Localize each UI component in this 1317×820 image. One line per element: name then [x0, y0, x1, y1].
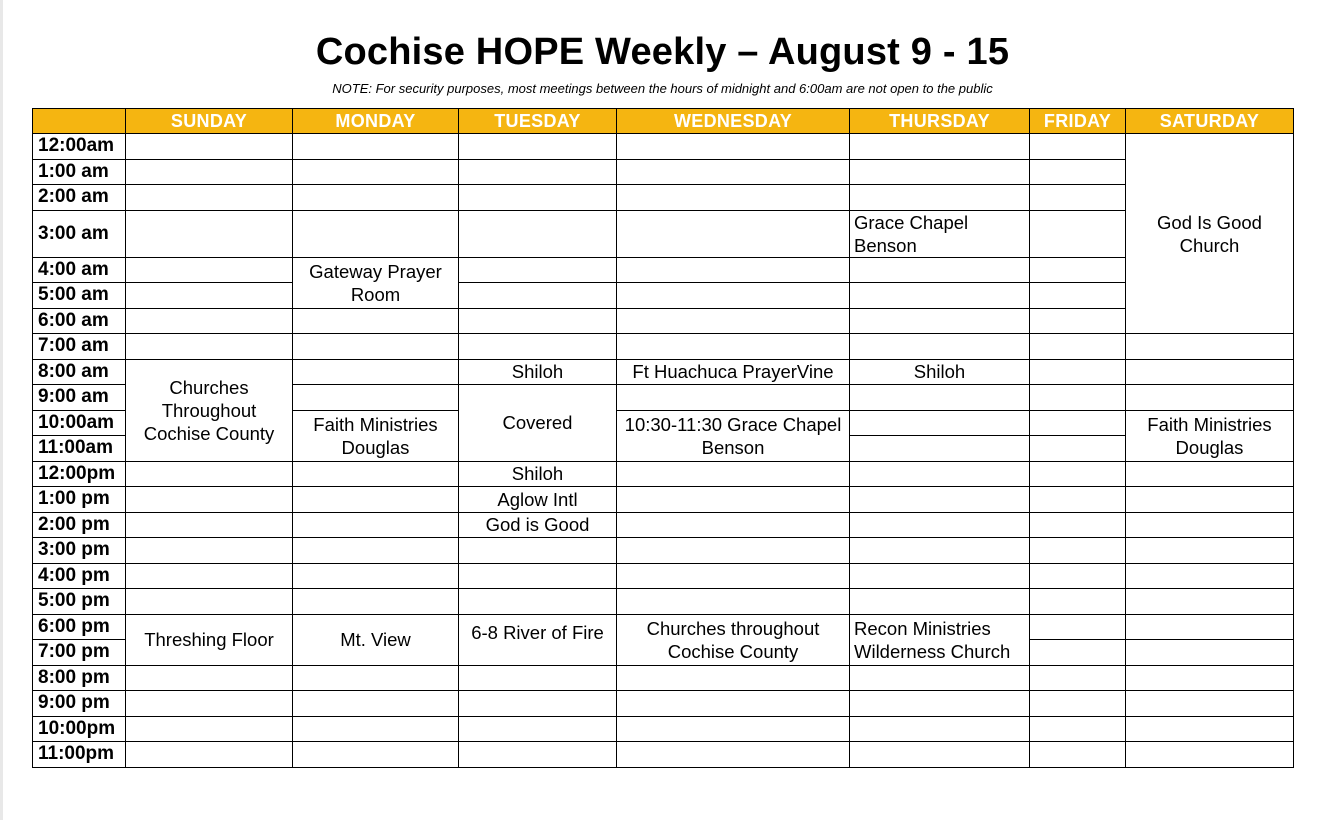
empty-cell: [850, 185, 1030, 211]
time-label: 4:00 pm: [33, 563, 126, 589]
event-cell: Faith Ministries Douglas: [293, 410, 459, 461]
empty-cell: [126, 159, 293, 185]
event-cell: Churches Throughout Cochise County: [126, 359, 293, 461]
empty-cell: [850, 257, 1030, 283]
time-label: 6:00 am: [33, 308, 126, 334]
empty-cell: [617, 283, 850, 309]
empty-cell: [850, 563, 1030, 589]
empty-cell: [850, 691, 1030, 717]
empty-cell: [459, 210, 617, 257]
empty-cell: [1030, 436, 1126, 462]
time-row: [33, 487, 1294, 513]
empty-cell: [617, 461, 850, 487]
empty-cell: [850, 589, 1030, 615]
empty-cell: [1126, 640, 1294, 666]
time-label: 11:00am: [33, 436, 126, 462]
empty-cell: [1030, 716, 1126, 742]
empty-cell: [459, 283, 617, 309]
empty-cell: [1030, 385, 1126, 411]
empty-cell: [850, 436, 1030, 462]
empty-cell: [617, 308, 850, 334]
empty-cell: [1126, 461, 1294, 487]
time-row: [33, 614, 1294, 640]
time-label: 7:00 am: [33, 334, 126, 360]
time-label: 8:00 am: [33, 359, 126, 385]
time-label: 3:00 am: [33, 210, 126, 257]
event-cell: Shiloh: [850, 359, 1030, 385]
empty-cell: [459, 538, 617, 564]
page-title: Cochise HOPE Weekly – August 9 - 15: [315, 31, 1010, 73]
empty-cell: [1126, 359, 1294, 385]
time-label: 1:00 pm: [33, 487, 126, 513]
empty-cell: [617, 665, 850, 691]
empty-cell: [459, 589, 617, 615]
empty-cell: [293, 134, 459, 160]
empty-cell: [293, 691, 459, 717]
empty-cell: [293, 334, 459, 360]
day-header: MONDAY: [293, 109, 459, 134]
empty-cell: [293, 461, 459, 487]
empty-cell: [126, 716, 293, 742]
empty-cell: [126, 210, 293, 257]
empty-cell: [1030, 665, 1126, 691]
empty-cell: [1030, 589, 1126, 615]
empty-cell: [1030, 640, 1126, 666]
empty-cell: [1126, 512, 1294, 538]
time-label: 12:00am: [33, 134, 126, 160]
empty-cell: [126, 461, 293, 487]
time-label: 5:00 pm: [33, 589, 126, 615]
event-cell: Grace Chapel Benson: [850, 210, 1030, 257]
empty-cell: [293, 538, 459, 564]
event-cell: Recon Ministries Wilderness Church: [850, 614, 1030, 665]
empty-cell: [1030, 210, 1126, 257]
time-label: 5:00 am: [33, 283, 126, 309]
empty-cell: [617, 563, 850, 589]
time-row: [33, 512, 1294, 538]
empty-cell: [617, 589, 850, 615]
empty-cell: [1030, 691, 1126, 717]
day-header: FRIDAY: [1030, 109, 1126, 134]
time-column-header: [33, 109, 126, 134]
empty-cell: [293, 742, 459, 768]
empty-cell: [459, 134, 617, 160]
empty-cell: [617, 159, 850, 185]
empty-cell: [617, 185, 850, 211]
time-label: 10:00am: [33, 410, 126, 436]
empty-cell: [126, 512, 293, 538]
empty-cell: [459, 691, 617, 717]
time-row: [33, 308, 1294, 334]
empty-cell: [1030, 308, 1126, 334]
empty-cell: [126, 257, 293, 283]
empty-cell: [126, 691, 293, 717]
empty-cell: [126, 134, 293, 160]
time-label: 9:00 am: [33, 385, 126, 411]
empty-cell: [126, 283, 293, 309]
time-label: 12:00pm: [33, 461, 126, 487]
empty-cell: [126, 487, 293, 513]
event-cell: Mt. View: [293, 614, 459, 665]
time-label: 6:00 pm: [33, 614, 126, 640]
empty-cell: [459, 334, 617, 360]
empty-cell: [293, 563, 459, 589]
empty-cell: [850, 308, 1030, 334]
empty-cell: [1126, 334, 1294, 360]
time-row: [33, 185, 1294, 211]
time-row: [33, 742, 1294, 768]
empty-cell: [459, 742, 617, 768]
event-cell: Ft Huachuca PrayerVine: [617, 359, 850, 385]
event-cell: Threshing Floor: [126, 614, 293, 665]
time-row: [33, 334, 1294, 360]
empty-cell: [1030, 410, 1126, 436]
time-row: [33, 538, 1294, 564]
time-label: 7:00 pm: [33, 640, 126, 666]
time-row: [33, 461, 1294, 487]
empty-cell: [850, 487, 1030, 513]
empty-cell: [617, 487, 850, 513]
empty-cell: [1030, 512, 1126, 538]
empty-cell: [293, 185, 459, 211]
empty-cell: [1030, 614, 1126, 640]
event-cell: 6-8 River of Fire: [459, 614, 617, 665]
empty-cell: [1030, 159, 1126, 185]
event-cell: God Is Good Church: [1126, 134, 1294, 334]
empty-cell: [1030, 334, 1126, 360]
time-label: 4:00 am: [33, 257, 126, 283]
empty-cell: [617, 210, 850, 257]
time-label: 11:00pm: [33, 742, 126, 768]
event-cell: 10:30-11:30 Grace Chapel Benson: [617, 410, 850, 461]
empty-cell: [850, 512, 1030, 538]
empty-cell: [293, 512, 459, 538]
event-cell: Faith Ministries Douglas: [1126, 410, 1294, 461]
time-row: [33, 283, 1294, 309]
empty-cell: [459, 185, 617, 211]
event-cell: Shiloh: [459, 461, 617, 487]
event-cell: Aglow Intl: [459, 487, 617, 513]
event-cell: God is Good: [459, 512, 617, 538]
empty-cell: [1126, 487, 1294, 513]
empty-cell: [617, 257, 850, 283]
empty-cell: [1030, 185, 1126, 211]
empty-cell: [850, 334, 1030, 360]
event-cell: Gateway Prayer Room: [293, 257, 459, 308]
empty-cell: [1030, 563, 1126, 589]
empty-cell: [1126, 614, 1294, 640]
empty-cell: [126, 742, 293, 768]
empty-cell: [1126, 538, 1294, 564]
weekly-schedule-table: [32, 108, 1294, 768]
time-row: [33, 563, 1294, 589]
empty-cell: [850, 283, 1030, 309]
empty-cell: [850, 716, 1030, 742]
time-row: [33, 257, 1294, 283]
empty-cell: [1126, 691, 1294, 717]
time-row: [33, 691, 1294, 717]
page-edge: [0, 0, 3, 820]
empty-cell: [293, 665, 459, 691]
time-label: 2:00 am: [33, 185, 126, 211]
empty-cell: [850, 410, 1030, 436]
empty-cell: [1030, 538, 1126, 564]
time-row: [33, 589, 1294, 615]
empty-cell: [459, 665, 617, 691]
day-header: SATURDAY: [1126, 109, 1294, 134]
empty-cell: [293, 359, 459, 385]
empty-cell: [850, 538, 1030, 564]
empty-cell: [1126, 742, 1294, 768]
empty-cell: [617, 742, 850, 768]
empty-cell: [1126, 589, 1294, 615]
empty-cell: [459, 257, 617, 283]
empty-cell: [1030, 134, 1126, 160]
empty-cell: [293, 385, 459, 411]
empty-cell: [617, 512, 850, 538]
empty-cell: [1126, 665, 1294, 691]
time-row: [33, 716, 1294, 742]
empty-cell: [850, 461, 1030, 487]
empty-cell: [1126, 563, 1294, 589]
empty-cell: [1126, 385, 1294, 411]
empty-cell: [126, 563, 293, 589]
empty-cell: [126, 334, 293, 360]
day-header: THURSDAY: [850, 109, 1030, 134]
empty-cell: [126, 185, 293, 211]
empty-cell: [850, 385, 1030, 411]
empty-cell: [293, 308, 459, 334]
empty-cell: [293, 716, 459, 742]
empty-cell: [850, 742, 1030, 768]
empty-cell: [293, 589, 459, 615]
empty-cell: [1126, 716, 1294, 742]
empty-cell: [617, 385, 850, 411]
event-cell: Covered: [459, 385, 617, 462]
time-row: [33, 210, 1294, 257]
day-header: WEDNESDAY: [617, 109, 850, 134]
empty-cell: [126, 308, 293, 334]
event-cell: Shiloh: [459, 359, 617, 385]
empty-cell: [617, 334, 850, 360]
empty-cell: [1030, 487, 1126, 513]
empty-cell: [1030, 742, 1126, 768]
time-label: 10:00pm: [33, 716, 126, 742]
empty-cell: [850, 665, 1030, 691]
empty-cell: [293, 210, 459, 257]
empty-cell: [617, 538, 850, 564]
empty-cell: [1030, 283, 1126, 309]
empty-cell: [126, 538, 293, 564]
time-label: 3:00 pm: [33, 538, 126, 564]
time-label: 1:00 am: [33, 159, 126, 185]
schedule-body: [33, 134, 1294, 768]
time-row: [33, 159, 1294, 185]
time-row: [33, 359, 1294, 385]
time-row: [33, 134, 1294, 160]
day-header: SUNDAY: [126, 109, 293, 134]
empty-cell: [617, 691, 850, 717]
empty-cell: [1030, 461, 1126, 487]
empty-cell: [126, 665, 293, 691]
empty-cell: [459, 308, 617, 334]
empty-cell: [617, 134, 850, 160]
time-label: 9:00 pm: [33, 691, 126, 717]
event-cell: Churches throughout Cochise County: [617, 614, 850, 665]
day-header: TUESDAY: [459, 109, 617, 134]
empty-cell: [126, 589, 293, 615]
empty-cell: [850, 159, 1030, 185]
empty-cell: [459, 716, 617, 742]
empty-cell: [1030, 257, 1126, 283]
empty-cell: [459, 159, 617, 185]
empty-cell: [293, 159, 459, 185]
day-header-row: [33, 109, 1294, 134]
empty-cell: [850, 134, 1030, 160]
empty-cell: [459, 563, 617, 589]
time-label: 8:00 pm: [33, 665, 126, 691]
time-label: 2:00 pm: [33, 512, 126, 538]
empty-cell: [617, 716, 850, 742]
empty-cell: [293, 487, 459, 513]
empty-cell: [1030, 359, 1126, 385]
time-row: [33, 665, 1294, 691]
security-note: NOTE: For security purposes, most meetings between the hours of midnight and 6:00am are not open to the public: [332, 81, 993, 96]
